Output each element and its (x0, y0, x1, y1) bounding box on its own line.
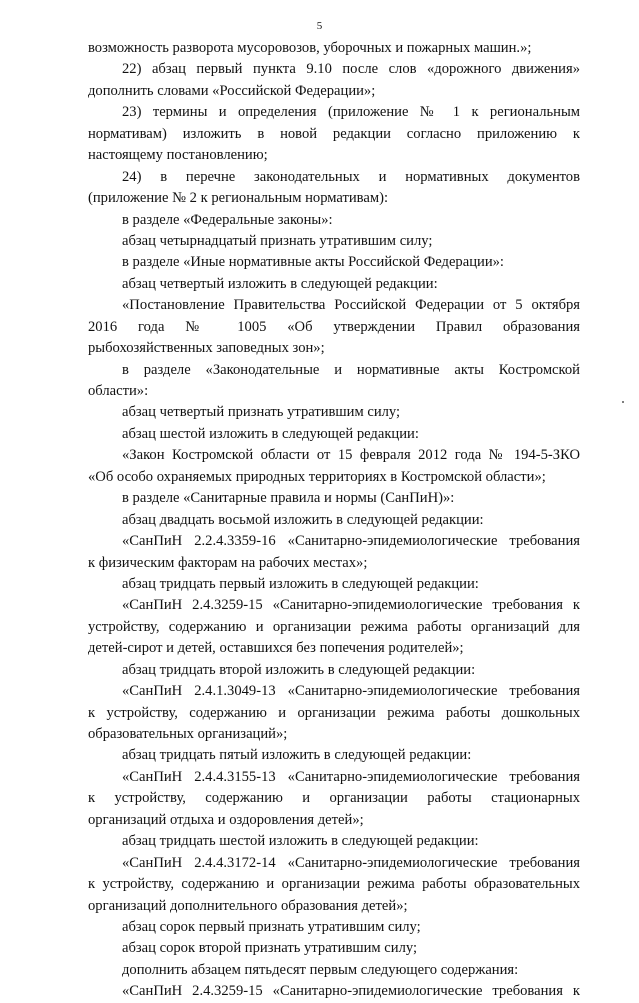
text-line: в разделе «Федеральные законы»: (122, 211, 333, 228)
text-line: абзац тридцать первый изложить в следующей редакции: (122, 575, 479, 592)
text-line: 2016 года № 1005 «Об утверждении Правил образования (88, 318, 580, 335)
text-line: образовательных организаций»; (88, 726, 288, 742)
page-number: 5 (316, 20, 323, 32)
text-line: абзац тридцать пятый изложить в следующей редакции: (122, 747, 472, 764)
text-line: дополнить абзацем пятьдесят первым следующего содержания: (122, 961, 519, 978)
text-line: «СанПиН 2.4.3259-15 «Санитарно-эпидемиологические требования к (122, 983, 580, 1000)
document-body (88, 38, 580, 1003)
text-line: «СанПиН 2.4.4.3155-13 «Санитарно-эпидемиологические требования (122, 768, 580, 785)
text-line: абзац сорок первый признать утратившим силу; (122, 918, 421, 935)
text-line: устройству, содержанию и организации режима работы организаций для (88, 618, 580, 635)
text-line: «СанПиН 2.4.4.3172-14 «Санитарно-эпидемиологические требования (122, 854, 580, 871)
text-line: абзац шестой изложить в следующей редакции: (122, 425, 419, 442)
text-line: к устройству, содержанию и организации режима работы дошкольных (88, 704, 580, 721)
text-line: «Постановление Правительства Российской Федерации от 5 октября (122, 297, 580, 314)
text-line: абзац четвертый изложить в следующей редакции: (122, 275, 438, 292)
text-line: возможность разворота мусоровозов, уборочных и пожарных машин.»; (88, 40, 532, 56)
text-line: дополнить словами «Российской Федерации»; (88, 82, 376, 99)
text-line: 22) абзац первый пункта 9.10 после слов «дорожного движения» (122, 61, 580, 78)
text-line: настоящему постановлению; (88, 147, 268, 164)
text-line: в разделе «Законодательные и нормативные акты Костромской (122, 361, 580, 378)
text-line: организаций отдыха и оздоровления детей»; (88, 811, 364, 828)
text-line: (приложение № 2 к региональным нормативам): (88, 190, 389, 207)
text-line: к устройству, содержанию и организации режима работы образовательных (88, 876, 580, 893)
text-line: абзац четвертый признать утратившим силу; (122, 404, 401, 421)
text-line: в разделе «Санитарные правила и нормы (СанПиН)»: (122, 490, 455, 507)
text-line: к физическим факторам на рабочих местах»; (88, 554, 368, 571)
text-line: абзац четырнадцатый признать утратившим силу; (122, 232, 433, 249)
text-line: рыбохозяйственных заповедных зон»; (88, 340, 325, 357)
text-line: абзац тридцать шестой изложить в следующей редакции: (122, 833, 479, 850)
text-line: «Об особо охраняемых природных территориях в Костромской области»; (88, 468, 546, 485)
text-line: «СанПиН 2.4.1.3049-13 «Санитарно-эпидемиологические требования (122, 683, 580, 700)
text-line: 24) в перечне законодательных и нормативных документов (122, 168, 580, 185)
text-line: «СанПиН 2.4.3259-15 «Санитарно-эпидемиологические требования к (122, 597, 580, 614)
text-line: абзац тридцать второй изложить в следующей редакции: (122, 661, 476, 678)
text-line: абзац двадцать восьмой изложить в следующей редакции: (122, 511, 484, 528)
text-line: в разделе «Иные нормативные акты Российской Федерации»: (122, 254, 504, 271)
text-line: детей-сирот и детей, оставшихся без попечения родителей»; (88, 640, 464, 657)
text-line: «Закон Костромской области от 15 февраля 2012 года № 194-5-ЗКО (122, 447, 580, 464)
text-line: нормативам) изложить в новой редакции согласно приложению к (88, 125, 580, 142)
scan-speck (622, 401, 624, 403)
text-line: области»: (88, 383, 149, 399)
text-line: 23) термины и определения (приложение № 1 к региональным (122, 104, 580, 121)
text-line: «СанПиН 2.2.4.3359-16 «Санитарно-эпидемиологические требования (122, 533, 580, 550)
text-line: организаций дополнительного образования детей»; (88, 897, 408, 914)
text-line: абзац сорок второй признать утратившим силу; (122, 940, 418, 957)
text-line: к устройству, содержанию и организации работы стационарных (88, 790, 580, 807)
